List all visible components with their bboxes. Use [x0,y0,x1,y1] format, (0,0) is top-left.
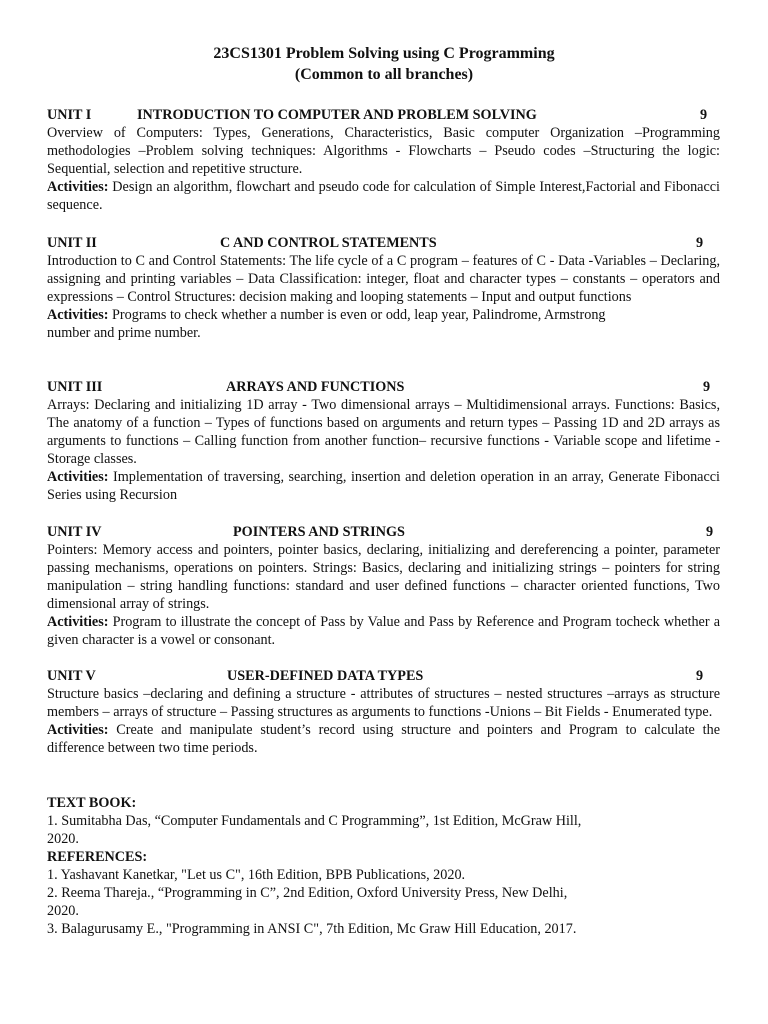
reference-item: 2. Reema Thareja., “Programming in C”, 2nd Edition, Oxford University Press, New Delhi, [47,885,568,901]
unit-label: UNIT III [47,379,103,395]
unit-content: Structure basics –declaring and defining a structure - attributes of structures – nested structures –arrays as structure members – arrays of structure – Passing structures as arguments to functions -Unions – Bit Fields - Enumerated type. [47,686,720,720]
unit-hours: 9 [696,668,704,684]
unit-activities [47,721,720,757]
unit-hours: 9 [700,107,708,123]
textbook-item-cont: 2020. [47,831,79,847]
unit-label: UNIT IV [47,524,102,540]
unit-label: UNIT II [47,235,97,251]
unit-hours: 9 [696,235,704,251]
activities-text: Program to illustrate the concept of Pass by Value and Pass by Reference and Program tocheck whether a given character is a vowel or consonant. [47,614,720,648]
unit-3-body [47,396,720,504]
unit-2-body [47,252,720,342]
unit-1-body [47,124,720,214]
unit-label: UNIT V [47,668,96,684]
textbook-heading: TEXT BOOK: [47,795,137,811]
activities-text: Programs to check whether a number is even or odd, leap year, Palindrome, Armstrong [108,307,606,323]
unit-name: INTRODUCTION TO COMPUTER AND PROBLEM SOLVING [137,107,537,123]
references-heading: REFERENCES: [47,849,148,865]
unit-content: Arrays: Declaring and initializing 1D array - Two dimensional arrays – Multidimensional arrays. Functions: Basics, The anatomy of a function – Types of functions based on arguments and return types – Passing 1D and 2D arrays as arguments to functions – Calling function from another function– recursive functions - Variable scope and lifetime - Storage classes. [47,397,720,467]
unit-5-body [47,685,720,757]
unit-content: Introduction to C and Control Statements: The life cycle of a C program – features of C - Data -Variables – Declaring, assigning and printing variables – Data Classification: integer, float and character types – constants – operators and expressions – Control Structures: decision making and looping statements – Input and output functions [47,253,720,305]
unit-content: Pointers: Memory access and pointers, pointer basics, declaring, initializing and dereferencing a pointer, parameter passing mechanisms, operations on pointers. Strings: Basics, declaring and initializing strings – pointers for string manipulation – string handling functions: standard and user defined functions – character oriented functions, Two dimensional array of strings. [47,542,720,612]
unit-4-body [47,541,720,649]
course-title-line1: 23CS1301 Problem Solving using C Programming [213,45,555,62]
activities-label: Activities: [47,179,109,195]
unit-content: Overview of Computers: Types, Generations, Characteristics, Basic computer Organization –Programming methodologies –Problem solving techniques: Algorithms - Flowcharts – Pseudo codes –Structuring the logic: Sequential, selection and repetitive structure. [47,125,720,177]
activities-text: Create and manipulate student’s record using structure and pointers and Program to calculate the difference between two time periods. [47,722,720,756]
unit-name: C AND CONTROL STATEMENTS [220,235,437,251]
unit-5-heading [47,667,719,685]
reference-item-cont: 2020. [47,903,79,919]
activities-label: Activities: [47,307,109,323]
activities-label: Activities: [47,722,109,738]
activities-label: Activities: [47,614,109,630]
unit-3-heading [47,378,719,396]
unit-activities [47,178,720,214]
course-title [0,43,768,85]
unit-name: USER-DEFINED DATA TYPES [227,668,424,684]
unit-name: POINTERS AND STRINGS [233,524,405,540]
unit-4-heading [47,523,719,541]
textbook-item: 1. Sumitabha Das, “Computer Fundamentals and C Programming”, 1st Edition, McGraw Hill, [47,813,582,829]
activities-text: Design an algorithm, flowchart and pseudo code for calculation of Simple Interest,Factorial and Fibonacci sequence. [47,179,720,213]
unit-hours: 9 [703,379,711,395]
unit-activities [47,306,720,324]
unit-2-heading [47,234,719,252]
unit-activities [47,613,720,649]
unit-1-heading [47,106,719,124]
unit-activities [47,468,720,504]
unit-activities-cont: number and prime number. [47,325,201,341]
activities-text: Implementation of traversing, searching, insertion and deletion operation in an array, Generate Fibonacci Series using Recursion [47,469,720,503]
activities-label: Activities: [47,469,109,485]
unit-label: UNIT I [47,107,92,123]
reference-item: 1. Yashavant Kanetkar, "Let us C", 16th Edition, BPB Publications, 2020. [47,867,466,883]
unit-hours: 9 [706,524,714,540]
reference-item: 3. Balagurusamy E., "Programming in ANSI C", 7th Edition, Mc Graw Hill Education, 2017. [47,921,577,937]
unit-name: ARRAYS AND FUNCTIONS [226,379,405,395]
course-title-line2: (Common to all branches) [294,66,474,83]
